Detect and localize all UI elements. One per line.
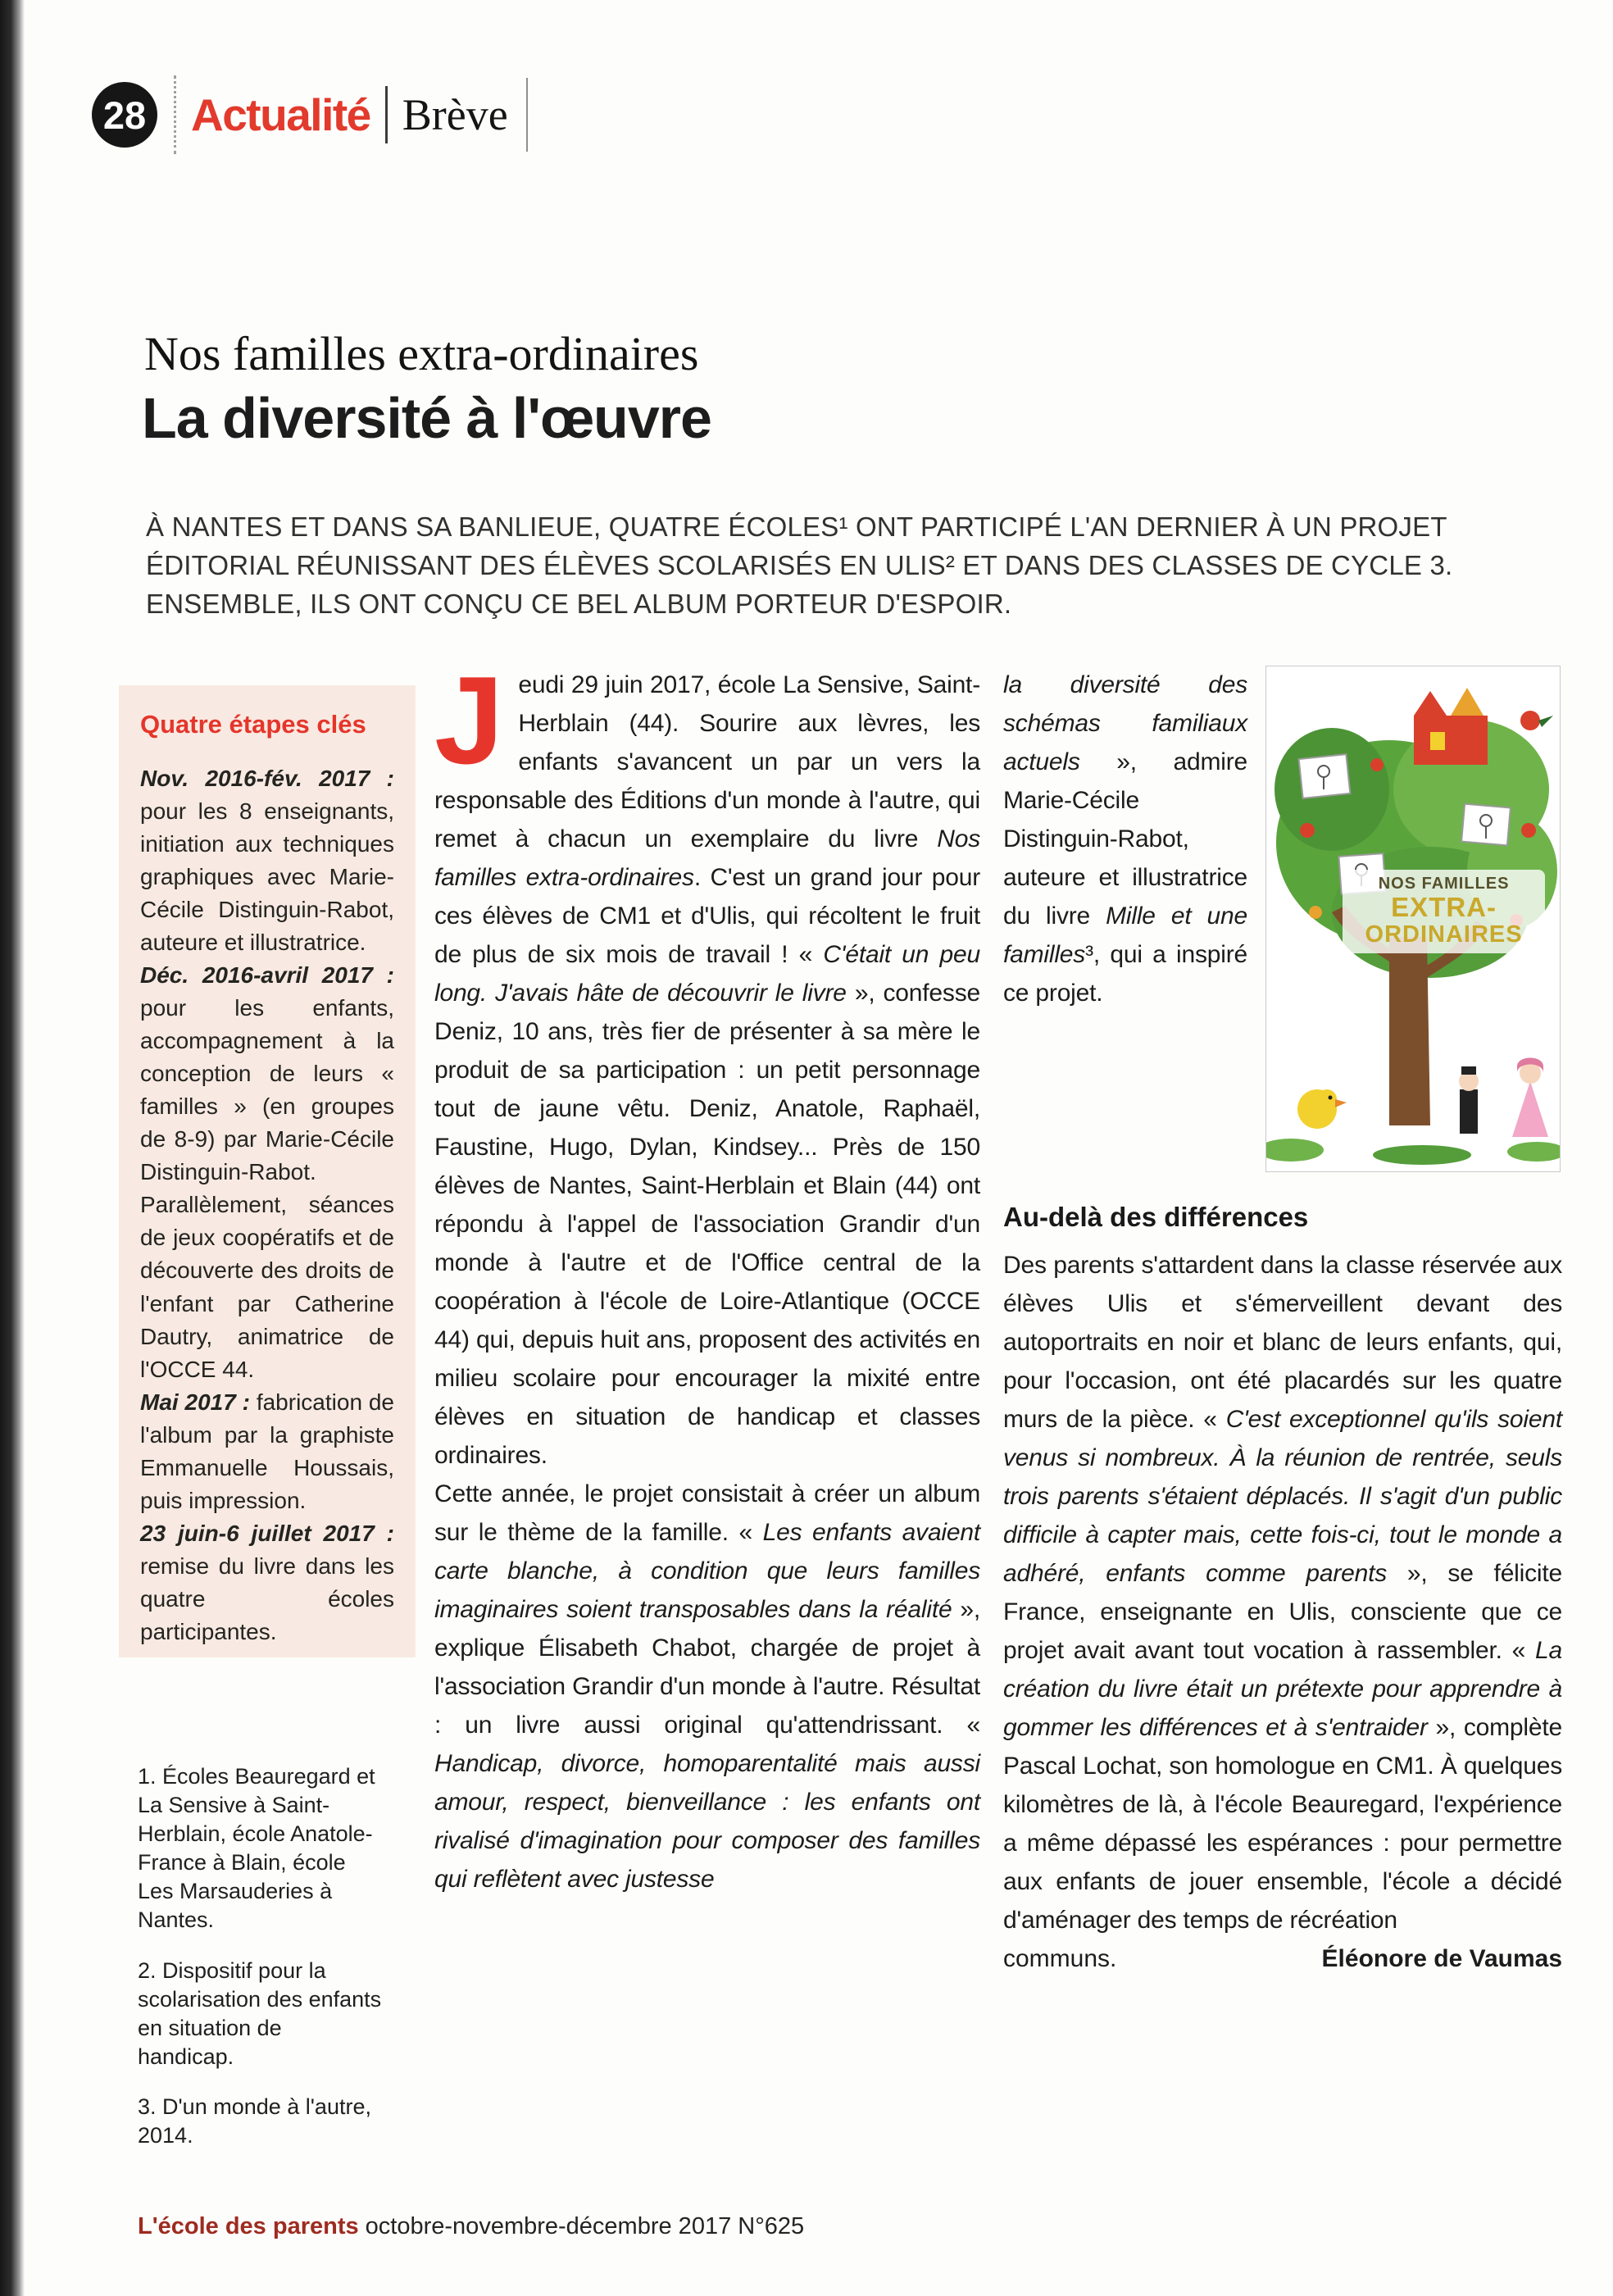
key-step-date: 23 juin-6 juillet 2017 :	[140, 1520, 394, 1546]
article-last-line	[1003, 1939, 1562, 1978]
book-cover-title-line3: ORDINAIRES	[1365, 921, 1523, 948]
book-cover-image	[1265, 666, 1561, 1172]
drop-cap: J	[434, 651, 504, 790]
key-step-date: Déc. 2016-avril 2017 :	[140, 962, 394, 989]
magazine-name: L'école des parents	[138, 2213, 359, 2239]
key-step-entry	[140, 959, 394, 1385]
article-title: La diversité à l'œuvre	[142, 386, 711, 450]
key-step-date: Mai 2017 :	[140, 1389, 250, 1415]
issue-info	[366, 2213, 805, 2239]
page-number-badge	[92, 82, 157, 148]
key-step-text: pour les 8 enseignants, initiation aux techniques graphiques avec Marie-Cécile Distinguin-Rabot, auteure et illustratrice.	[140, 798, 394, 956]
key-step-text: remise du livre dans les quatre écoles participantes.	[140, 1553, 394, 1644]
header-divider-end	[526, 78, 528, 152]
page-number: 28	[102, 93, 147, 137]
footnote-1: 1. Écoles Beauregard et La Sensive à Saint-Herblain, école Anatole-France à Blain, école Les Marsauderies à Nantes.	[138, 1764, 375, 1933]
issue-text: octobre-novembre-décembre 2017 N°625	[365, 2213, 805, 2239]
section-label: Actualité	[191, 89, 370, 140]
body-paragraph-continued: la diversité des schémas familiaux actuels », admire Marie-Cécile Distinguin-Rabot, auteure et illustratrice du livre Mille et une familles³, qui a inspiré ce projet.	[1003, 671, 1248, 1007]
body-paragraph: Cette année, le projet consistait à créer un album sur le thème de la famille. « Les enfants avaient carte blanche, à condition que leurs familles imaginaires soient transposables dans la réalité », explique Élisabeth Chabot, chargée de projet à l'association Grandir d'un monde à l'autre. Résultat : un livre aussi original qu'attendrissant. « Handicap, divorce, homoparentalité mais aussi amour, respect, bienveillance : les enfants ont rivalisé d'imagination pour composer des familles qui reflètent avec justesse	[434, 1480, 980, 1893]
key-steps-box	[119, 685, 416, 1657]
footnote-3: 3. D'un monde à l'autre, 2014.	[138, 2094, 371, 2148]
article-standfirst: À NANTES ET DANS SA BANLIEUE, QUATRE ÉCOLES¹ ONT PARTICIPÉ L'AN DERNIER À UN PROJET ÉDITORIAL RÉUNISSANT DES ÉLÈVES SCOLARISÉS EN ULIS² ET DANS DES CLASSES DE CYCLE 3. ENSEMBLE, ILS ONT CONÇU CE BEL ALBUM PORTEUR D'ESPOIR.	[146, 511, 1453, 619]
key-steps-title: Quatre étapes clés	[140, 710, 366, 739]
key-step-entry	[140, 1517, 394, 1648]
footnote-2: 2. Dispositif pour la scolarisation des enfants en situation de handicap.	[138, 1957, 382, 2069]
column2-top-row	[1003, 666, 1562, 1172]
book-cover-title-line1: NOS FAMILLES	[1378, 875, 1510, 893]
header-divider	[385, 86, 388, 143]
scan-left-edge	[0, 0, 25, 2296]
page-footer	[138, 2213, 804, 2240]
key-step-entry	[140, 762, 394, 959]
article-column-1	[434, 651, 980, 1898]
body-paragraph: Jeudi 29 juin 2017, école La Sensive, Saint-Herblain (44). Sourire aux lèvres, les enfants s'avancent un par un vers la responsable des Éditions d'un monde à l'autre, qui remet à chacun un exemplaire du livre Nos familles extra-ordinaires. C'est un grand jour pour ces élèves de CM1 et d'Ulis, qui récoltent le fruit de plus de six mois de travail ! « C'était un peu long. J'avais hâte de découvrir le livre », confesse Deniz, 10 ans, très fier de présenter à sa mère le produit de sa participation : un petit personnage tout de jaune vêtu. Deniz, Anatole, Raphaël, Faustine, Hugo, Dylan, Kindsey... Près de 150 élèves de Nantes, Saint-Herblain et Blain (44) ont répondu à l'appel de l'association Grandir d'un monde à l'autre et de l'Office central de la coopération à l'école de Loire-Atlantique (OCCE 44) qui, depuis huit ans, proposent des activités en milieu scolaire pour encourager la mixité entre élèves en situation de handicap et classes ordinaires.	[434, 651, 980, 1469]
header-divider-dotted	[174, 75, 176, 154]
key-step-entry	[140, 1386, 394, 1517]
article-subheading: Au-delà des différences	[1003, 1202, 1309, 1232]
book-cover-title-line2: EXTRA-	[1391, 892, 1497, 922]
key-step-text: fabrication de l'album par la graphiste Emmanuelle Houssais, puis impression.	[140, 1389, 394, 1513]
author-signature: Éléonore de Vaumas	[1321, 1945, 1562, 1972]
book-cover-title	[1343, 870, 1545, 953]
footnotes	[138, 1762, 384, 2171]
key-step-date: Nov. 2016-fév. 2017 :	[140, 766, 394, 791]
body-paragraph: Des parents s'attardent dans la classe réservée aux élèves Ulis et s'émerveillent devant des autoportraits en noir et blanc de leurs enfants, qui, pour l'occasion, ont été placardés sur les quatre murs de la pièce. « C'est exceptionnel qu'ils soient venus si nombreux. À la réunion de rentrée, seuls trois parents s'étaient déplacés. Il s'agit d'un public difficile à capter mais, cette fois-ci, tout le monde a adhéré, enfants comme parents », se félicite France, enseignante en Ulis, consciente que ce projet avait avant tout vocation à rassembler. « La création du livre était un prétexte pour apprendre à gommer les différences et à s'entraider », complète Pascal Lochat, son homologue en CM1. À quelques kilomètres de là, à l'école Beauregard, l'expérience a même dépassé les espérances : pour permettre aux enfants de jouer ensemble, l'école a décidé d'aménager des temps de récréation	[1003, 1252, 1562, 1934]
rubric-label: Brève	[402, 90, 508, 139]
article-kicker: Nos familles extra-ordinaires	[144, 327, 699, 380]
last-word: communs.	[1003, 1945, 1117, 1972]
article-column-2	[1003, 666, 1562, 1978]
key-step-text: pour les enfants, accompagnement à la conception de leurs « familles » (en groupes de 8-9) par Marie-Cécile Distinguin-Rabot. Parallèlement, séances de jeux coopératifs et de découverte des droits de l'enfant par Catherine Dautry, animatrice de l'OCCE 44.	[140, 995, 394, 1382]
page-header	[92, 75, 528, 154]
